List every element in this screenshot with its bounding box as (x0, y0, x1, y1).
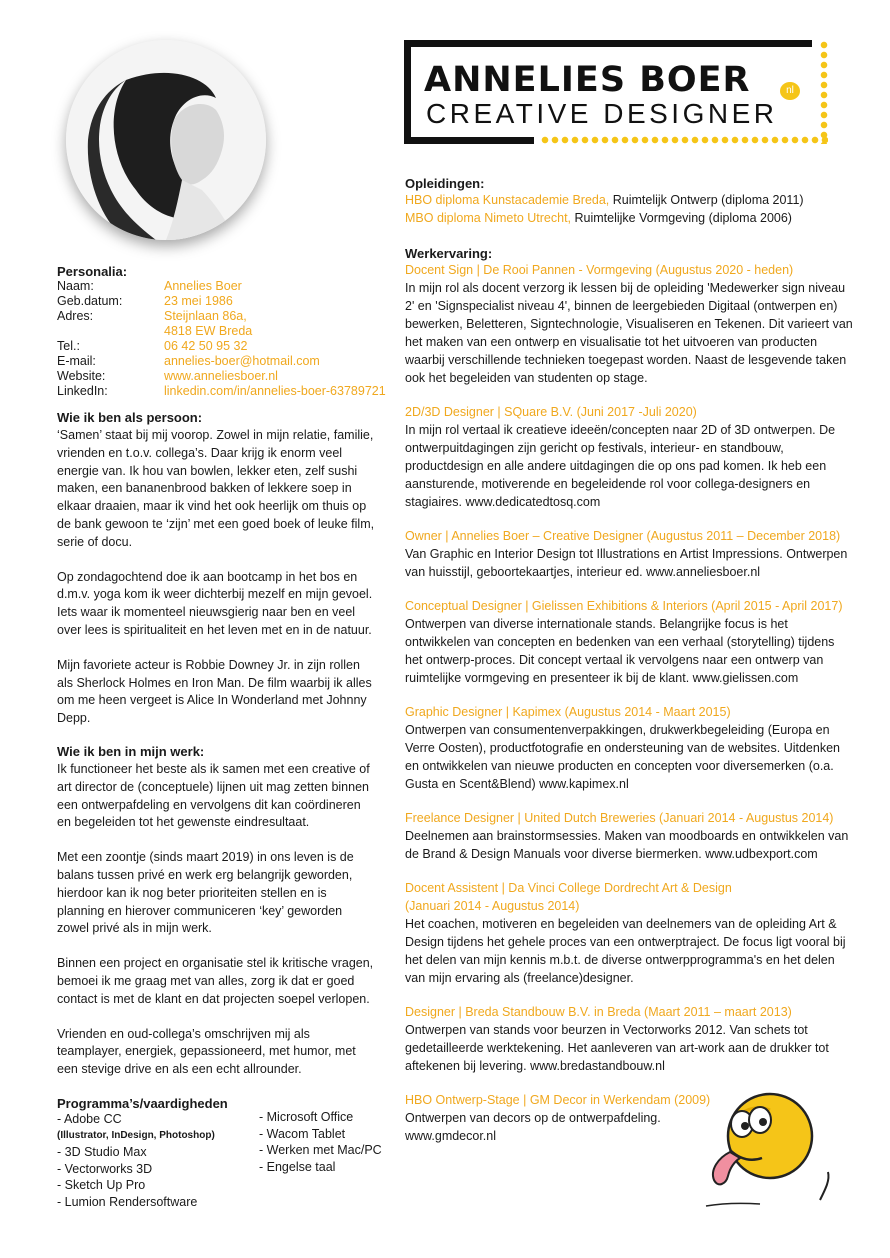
portrait-illustration (66, 40, 266, 240)
job-entry (405, 261, 865, 387)
personalia-row (57, 339, 397, 354)
job-description: Ontwerpen van stands voor beurzen in Vectorworks 2012. Van schets tot gedetailleerde werktekening. Het aanleveren van art-work aan de drukker tot aftekenen bij levering. www.bredastandbouw.nl (405, 1023, 829, 1073)
personalia-section (57, 264, 397, 399)
opleiding-school: HBO diploma Kunstacademie Breda, (405, 193, 610, 207)
linkedin-link[interactable]: linkedin.com/in/annelies-boer-63789721 (164, 384, 386, 398)
logo-subtitle: CREATIVE DESIGNER (426, 98, 778, 129)
persoon-heading: Wie ik ben als persoon: (57, 410, 203, 425)
job-description: In mijn rol vertaal ik creatieve ideeën/concepten naar 2D of 3D ontwerpen. De ontwerpuitdagingen zijn gericht op festivals, interieur- en standbouw, productdesign en alle andere uitdagingen die op ons pad komen. Ik heb een aansturende, motiverende en begeleidende rol voor collega-designers en stagiaires. www.dedicatedtosq.com (405, 423, 836, 509)
job-description: Deelnemen aan brainstormsessies. Maken van moodboards en ontwikkelen van de Brand & Design Manuals voor diverse biermerken. www.udbexport.com (405, 829, 849, 861)
personalia-row (57, 324, 397, 339)
opleidingen-heading: Opleidingen: (405, 176, 485, 191)
job-description: Het coachen, motiveren en begeleiden van deelnemers van de opleiding Art & Design tijdens het gehele proces van een ontwerptraject. De focus ligt vooral bij het delen van mijn kennis m.b.t. de diverse ontwerpprogramma's en het delen van mijn ervaring als (freelance)designer. (405, 917, 846, 985)
personalia-label: Naam: (57, 279, 94, 293)
email-link[interactable]: annelies-boer@hotmail.com (164, 354, 320, 368)
personalia-label: Adres: (57, 309, 94, 323)
personalia-row (57, 279, 397, 294)
job-entry (405, 809, 865, 863)
job-description: Ontwerpen van decors op de ontwerpafdeling. www.gmdecor.nl (405, 1111, 661, 1143)
job-title: Docent Sign | De Rooi Pannen - Vormgeving (Augustus 2020 - heden) (405, 263, 794, 277)
werk-paragraph: Binnen een project en organisatie stel ik kritische vragen, bemoei ik me graag met van alles, zorg ik dat er goed contact is met de klant en dat projecten soepel verlopen. (57, 956, 374, 1006)
werk-paragraph: Ik functioneer het beste als ik samen met een creative of art director de (conceptuele) lijnen uit mag zetten binnen een ontwerpafdeling en vervolgens dit kan coördineren en begeleiden tot het gewenste eindresultaat. (57, 762, 370, 830)
opleiding-item (405, 191, 865, 209)
personalia-row (57, 294, 397, 309)
personalia-label: Website: (57, 369, 106, 383)
logo-dots-bottom (540, 136, 828, 144)
opleiding-school: MBO diploma Nimeto Utrecht, (405, 211, 572, 225)
job-entry (405, 879, 865, 987)
job-entry (405, 403, 865, 511)
skill-item: - Vectorworks 3D (57, 1161, 153, 1176)
personalia-value: Annelies Boer (164, 279, 242, 293)
personalia-label: LinkedIn: (57, 384, 108, 398)
skill-item: - Adobe CC (57, 1112, 122, 1126)
job-entry (405, 1003, 865, 1075)
smiley-mascot-icon (700, 1084, 840, 1214)
persoon-section (57, 410, 375, 728)
skill-item: - Wacom Tablet (259, 1126, 346, 1141)
opleidingen-section (405, 176, 865, 227)
logo-tld-badge: nl (780, 82, 800, 100)
personalia-row (57, 309, 397, 324)
website-link[interactable]: www.anneliesboer.nl (164, 369, 278, 383)
personalia-heading: Personalia: (57, 264, 128, 279)
personalia-row (57, 354, 397, 369)
skills-heading: Programma’s/vaardigheden (57, 1096, 228, 1111)
job-title-dates: (Januari 2014 - Augustus 2014) (405, 899, 580, 913)
logo-name: ANNELIES BOER (424, 60, 751, 100)
skill-item: - 3D Studio Max (57, 1145, 147, 1159)
persoon-paragraph: Op zondagochtend doe ik aan bootcamp in het bos en d.m.v. yoga kom ik weer dichterbij mezelf en mijn gevoel. Iets waar ik momenteel nieuwsgierig naar ben en veel over lees is spiritualiteit en het leven met en in de natuur. (57, 569, 373, 637)
werk-paragraph: Vrienden en oud-collega’s omschrijven mij als teamplayer, energiek, gepassioneerd, met humor, met een stevige drive en als een echt allrounder. (57, 1026, 356, 1077)
opleiding-item (405, 209, 865, 227)
job-title: Owner | Annelies Boer – Creative Designer (Augustus 2011 – December 2018) (405, 529, 841, 543)
skills-section (57, 1096, 397, 1210)
personalia-list (57, 279, 397, 399)
job-title: HBO Ontwerp-Stage | GM Decor in Werkendam (2009) (405, 1093, 711, 1107)
opleiding-study: Ruimtelijke Vormgeving (diploma 2006) (571, 211, 792, 225)
skill-item: - Lumion Rendersoftware (57, 1194, 198, 1209)
werk-heading: Wie ik ben in mijn werk: (57, 744, 205, 759)
skill-item-note: (Illustrator, InDesign, Photoshop) (57, 1129, 215, 1141)
job-title: Conceptual Designer | Gielissen Exhibitions & Interiors (April 2015 - April 2017) (405, 599, 843, 613)
skill-item: - Werken met Mac/PC (259, 1143, 382, 1157)
skill-item: - Microsoft Office (259, 1110, 354, 1124)
job-title: Designer | Breda Standbouw B.V. in Breda (Maart 2011 – maart 2013) (405, 1005, 792, 1019)
job-description: Ontwerpen van consumentenverpakkingen, drukwerkbegeleiding (Europa en Verre Oosten), productfotografie en ondersteuning van de websites. Uitdenken en ontwikkelen van nieuwe producten en concepten voor diversemerken (o.a. Gusta en Scent&Blend) www.kapimex.nl (405, 723, 840, 791)
personalia-row (57, 369, 397, 384)
job-title: Docent Assistent | Da Vinci College Dordrecht Art & Design (405, 881, 732, 895)
personalia-value: Steijnlaan 86a, (164, 309, 247, 323)
job-title: 2D/3D Designer | SQuare B.V. (Juni 2017 -Juli 2020) (405, 405, 697, 419)
werkervaring-heading: Werkervaring: (405, 246, 493, 261)
job-description: Ontwerpen van diverse internationale stands. Belangrijke focus is het ontwikkelen van concepten en bedenken van een verhaal (storytelling) tijdens het ontwerp-proces. Dit concept vertaal ik vervolgens naar een ontwerp van ruimtelijke vormgeving en presenteer ik bij de klant. www.gielissen.com (405, 617, 835, 685)
personalia-label: Tel.: (57, 339, 80, 353)
skills-list-2 (259, 1109, 382, 1210)
logo-dots-right (820, 40, 828, 144)
skill-item: - Engelse taal (259, 1159, 336, 1174)
personalia-value: 4818 EW Breda (164, 324, 253, 338)
personalia-label: E-mail: (57, 354, 96, 368)
job-description: Van Graphic en Interior Design tot Illustrations en Artist Impressions. Ontwerpen van huisstijl, geboortekaartjes, interieur ed. www.anneliesboer.nl (405, 547, 848, 579)
werk-paragraph: Met een zoontje (sinds maart 2019) in ons leven is de balans tussen privé en werk erg belangrijk geworden, hierdoor kan ik nog beter prioriteiten stellen en is planning en hierover communiceren ‘key’ geworden zowel privé als in mijn werk. (57, 850, 354, 936)
personalia-value: 23 mei 1986 (164, 294, 233, 308)
skill-item: - Sketch Up Pro (57, 1178, 146, 1192)
job-title: Graphic Designer | Kapimex (Augustus 2014 - Maart 2015) (405, 705, 731, 719)
personalia-row (57, 384, 397, 399)
personalia-value: 06 42 50 95 32 (164, 339, 248, 353)
opleiding-study: Ruimtelijk Ontwerp (diploma 2011) (609, 193, 804, 207)
job-title: Freelance Designer | United Dutch Breweries (Januari 2014 - Augustus 2014) (405, 811, 834, 825)
werk-section (57, 744, 375, 1079)
job-description: In mijn rol als docent verzorg ik lessen bij de opleiding 'Medewerker sign niveau 2' en 'Signspecialist niveau 4', binnen de leergebieden Digitaal (ontwerpen en) bewerken, Beletteren, Signtechnologie, Visualiseren en Tekenen. Dit varieert van het maken van een ontwerp en visualisatie tot het uitvoeren van producten waarbij verschillende technieken toegepast worden. Naast de lesgevende taken ook het begeleiden van studenten op stage. (405, 281, 853, 385)
job-entry (405, 527, 865, 581)
personalia-label: Geb.datum: (57, 294, 123, 308)
skills-list-1 (57, 1111, 259, 1210)
persoon-paragraph: Mijn favoriete acteur is Robbie Downey Jr. in zijn rollen als Sherlock Holmes en Iron Man. De film waarbij ik alles om me heen vergeet is Alice In Wonderland met Johnny Depp. (57, 657, 372, 726)
job-entry (405, 597, 865, 687)
personalia-label (57, 324, 164, 339)
job-entry (405, 703, 865, 793)
persoon-paragraph: ‘Samen’ staat bij mij voorop. Zowel in mijn relatie, familie, vrienden en t.o.v. collega’s. Daar krijg ik enorm veel energie van. Ik hou van bowlen, lekker eten, zelf sushi maken, een bananenbrood bakken of lekkere soep in elkaar draaien, maar ik vind het ook heerlijk om thuis op de bank gewoon te ‘zijn’ met een goed boek of leuke film, serie of docu. (57, 428, 375, 549)
werkervaring-section (405, 246, 865, 1145)
portrait-photo (66, 40, 266, 240)
